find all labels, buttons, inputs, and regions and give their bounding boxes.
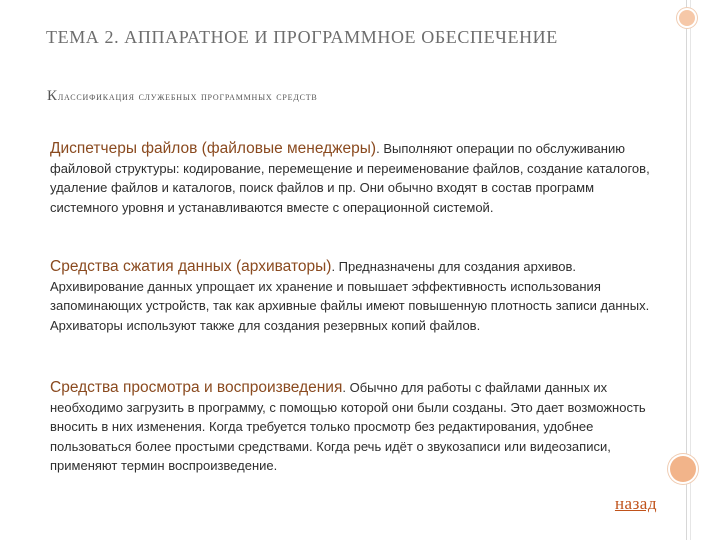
paragraph-lead: Средства просмотра и воспроизведения (50, 379, 343, 396)
paragraph-archivers (50, 257, 662, 335)
paragraph-viewers (50, 378, 662, 476)
paragraph-body: . Выполняют операции по обслуживанию файловой структуры: кодирование, перемещение и переименование файлов, создание каталогов, удаление файлов и каталогов, поиск файлов и пр. Они обычно входят в состав программ системного уровня и устанавливаются вместе с операционной системой. (50, 141, 650, 215)
paragraph-lead: Средства сжатия данных (архиваторы) (50, 258, 332, 275)
paragraph-file-managers (50, 139, 662, 217)
back-link[interactable]: назад (614, 494, 657, 513)
decor-circle-bottom (670, 456, 696, 482)
paragraph-body: . Предназначены для создания архивов. Архивирование данных упрощает их хранение и повышает эффективность использования запоминающих устройств, так как архивные файлы имеют повышенную плотность записи данных. Архиваторы используют также для создания резервных копий файлов. (50, 259, 650, 333)
paragraph-lead: Диспетчеры файлов (файловые менеджеры) (50, 140, 377, 157)
section-subtitle (47, 88, 318, 105)
paragraph-body: . Обычно для работы с файлами данных их необходимо загрузить в программу, с помощью которой они были созданы. Это дает возможность вносить в них изменения. Когда требуется только просмотр без редактирования, удобнее пользоваться более простыми средствами. Когда речь идёт о звукозаписи или видеозаписи, применяют термин воспроизведение. (50, 380, 646, 473)
subtitle-rest: лассификация служебных программных средств (57, 89, 318, 103)
decor-circle-top (679, 10, 695, 26)
subtitle-first-letter: К (47, 88, 58, 104)
page-title: ТЕМА 2. АППАРАТНОЕ И ПРОГРАММНОЕ ОБЕСПЕЧЕНИЕ (46, 27, 558, 47)
